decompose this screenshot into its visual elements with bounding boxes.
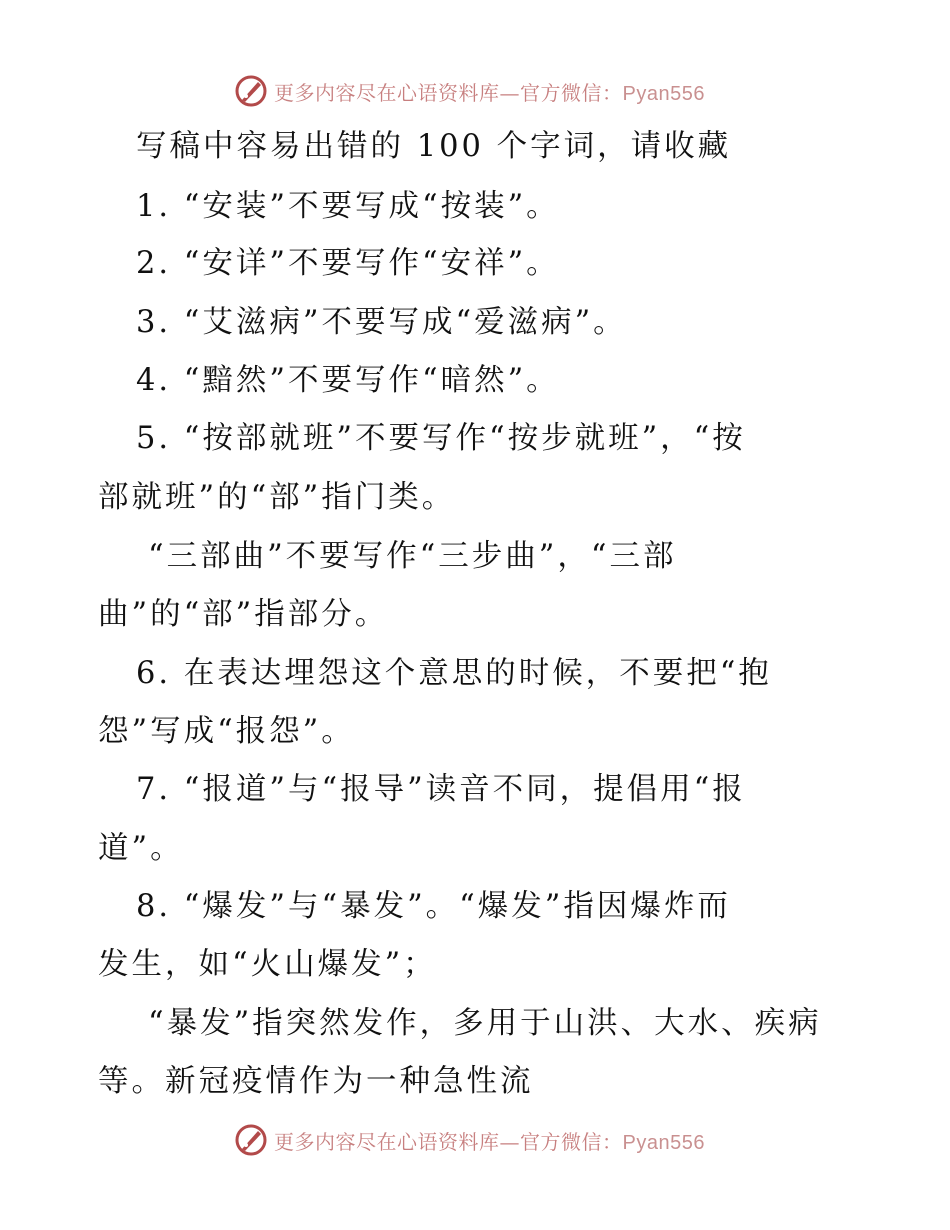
pen-nib-circle-logo-icon [234, 1123, 268, 1157]
text-line: “暴发”指突然发作，多用于山洪、大水、疾病 [148, 1006, 822, 1041]
text-line: 发生，如“火山爆发”； [98, 947, 437, 982]
text-line: 1. “安装”不要写成“按装”。 [136, 189, 560, 224]
watermark-banner-top [234, 73, 705, 109]
text-line: 4. “黯然”不要写作“暗然”。 [136, 363, 560, 398]
wechat-id: Pyan556 [622, 1131, 705, 1154]
text-line: 8. “爆发”与“暴发”。“爆发”指因爆炸而 [136, 889, 731, 924]
text-line: 道”。 [98, 831, 184, 866]
text-line: 曲”的“部”指部分。 [98, 597, 389, 632]
text-line: 部就班”的“部”指门类。 [98, 480, 456, 515]
text-line: 等。新冠疫情作为一种急性流 [98, 1064, 534, 1099]
text-line: 5. “按部就班”不要写作“按步就班”，“按 [136, 421, 746, 456]
watermark-text: 更多内容尽在心语资料库—官方微信：Pyan556 [274, 1129, 705, 1154]
wechat-id: Pyan556 [622, 82, 705, 105]
text-line: 3. “艾滋病”不要写成“爱滋病”。 [136, 305, 627, 340]
text-line: “三部曲”不要写作“三步曲”，“三部 [148, 539, 677, 574]
text-line: 6. 在表达埋怨这个意思的时候，不要把“抱 [136, 656, 772, 691]
watermark-text: 更多内容尽在心语资料库—官方微信：Pyan556 [274, 80, 705, 105]
watermark-banner-bottom [234, 1122, 705, 1158]
text-line: 怨”写成“报怨”。 [98, 714, 355, 749]
text-line: 2. “安详”不要写作“安祥”。 [136, 246, 560, 281]
text-line: 7. “报道”与“报导”读音不同，提倡用“报 [136, 772, 746, 807]
pen-nib-circle-logo-icon [234, 74, 268, 108]
document-title: 写稿中容易出错的 100 个字词，请收藏 [136, 129, 732, 164]
